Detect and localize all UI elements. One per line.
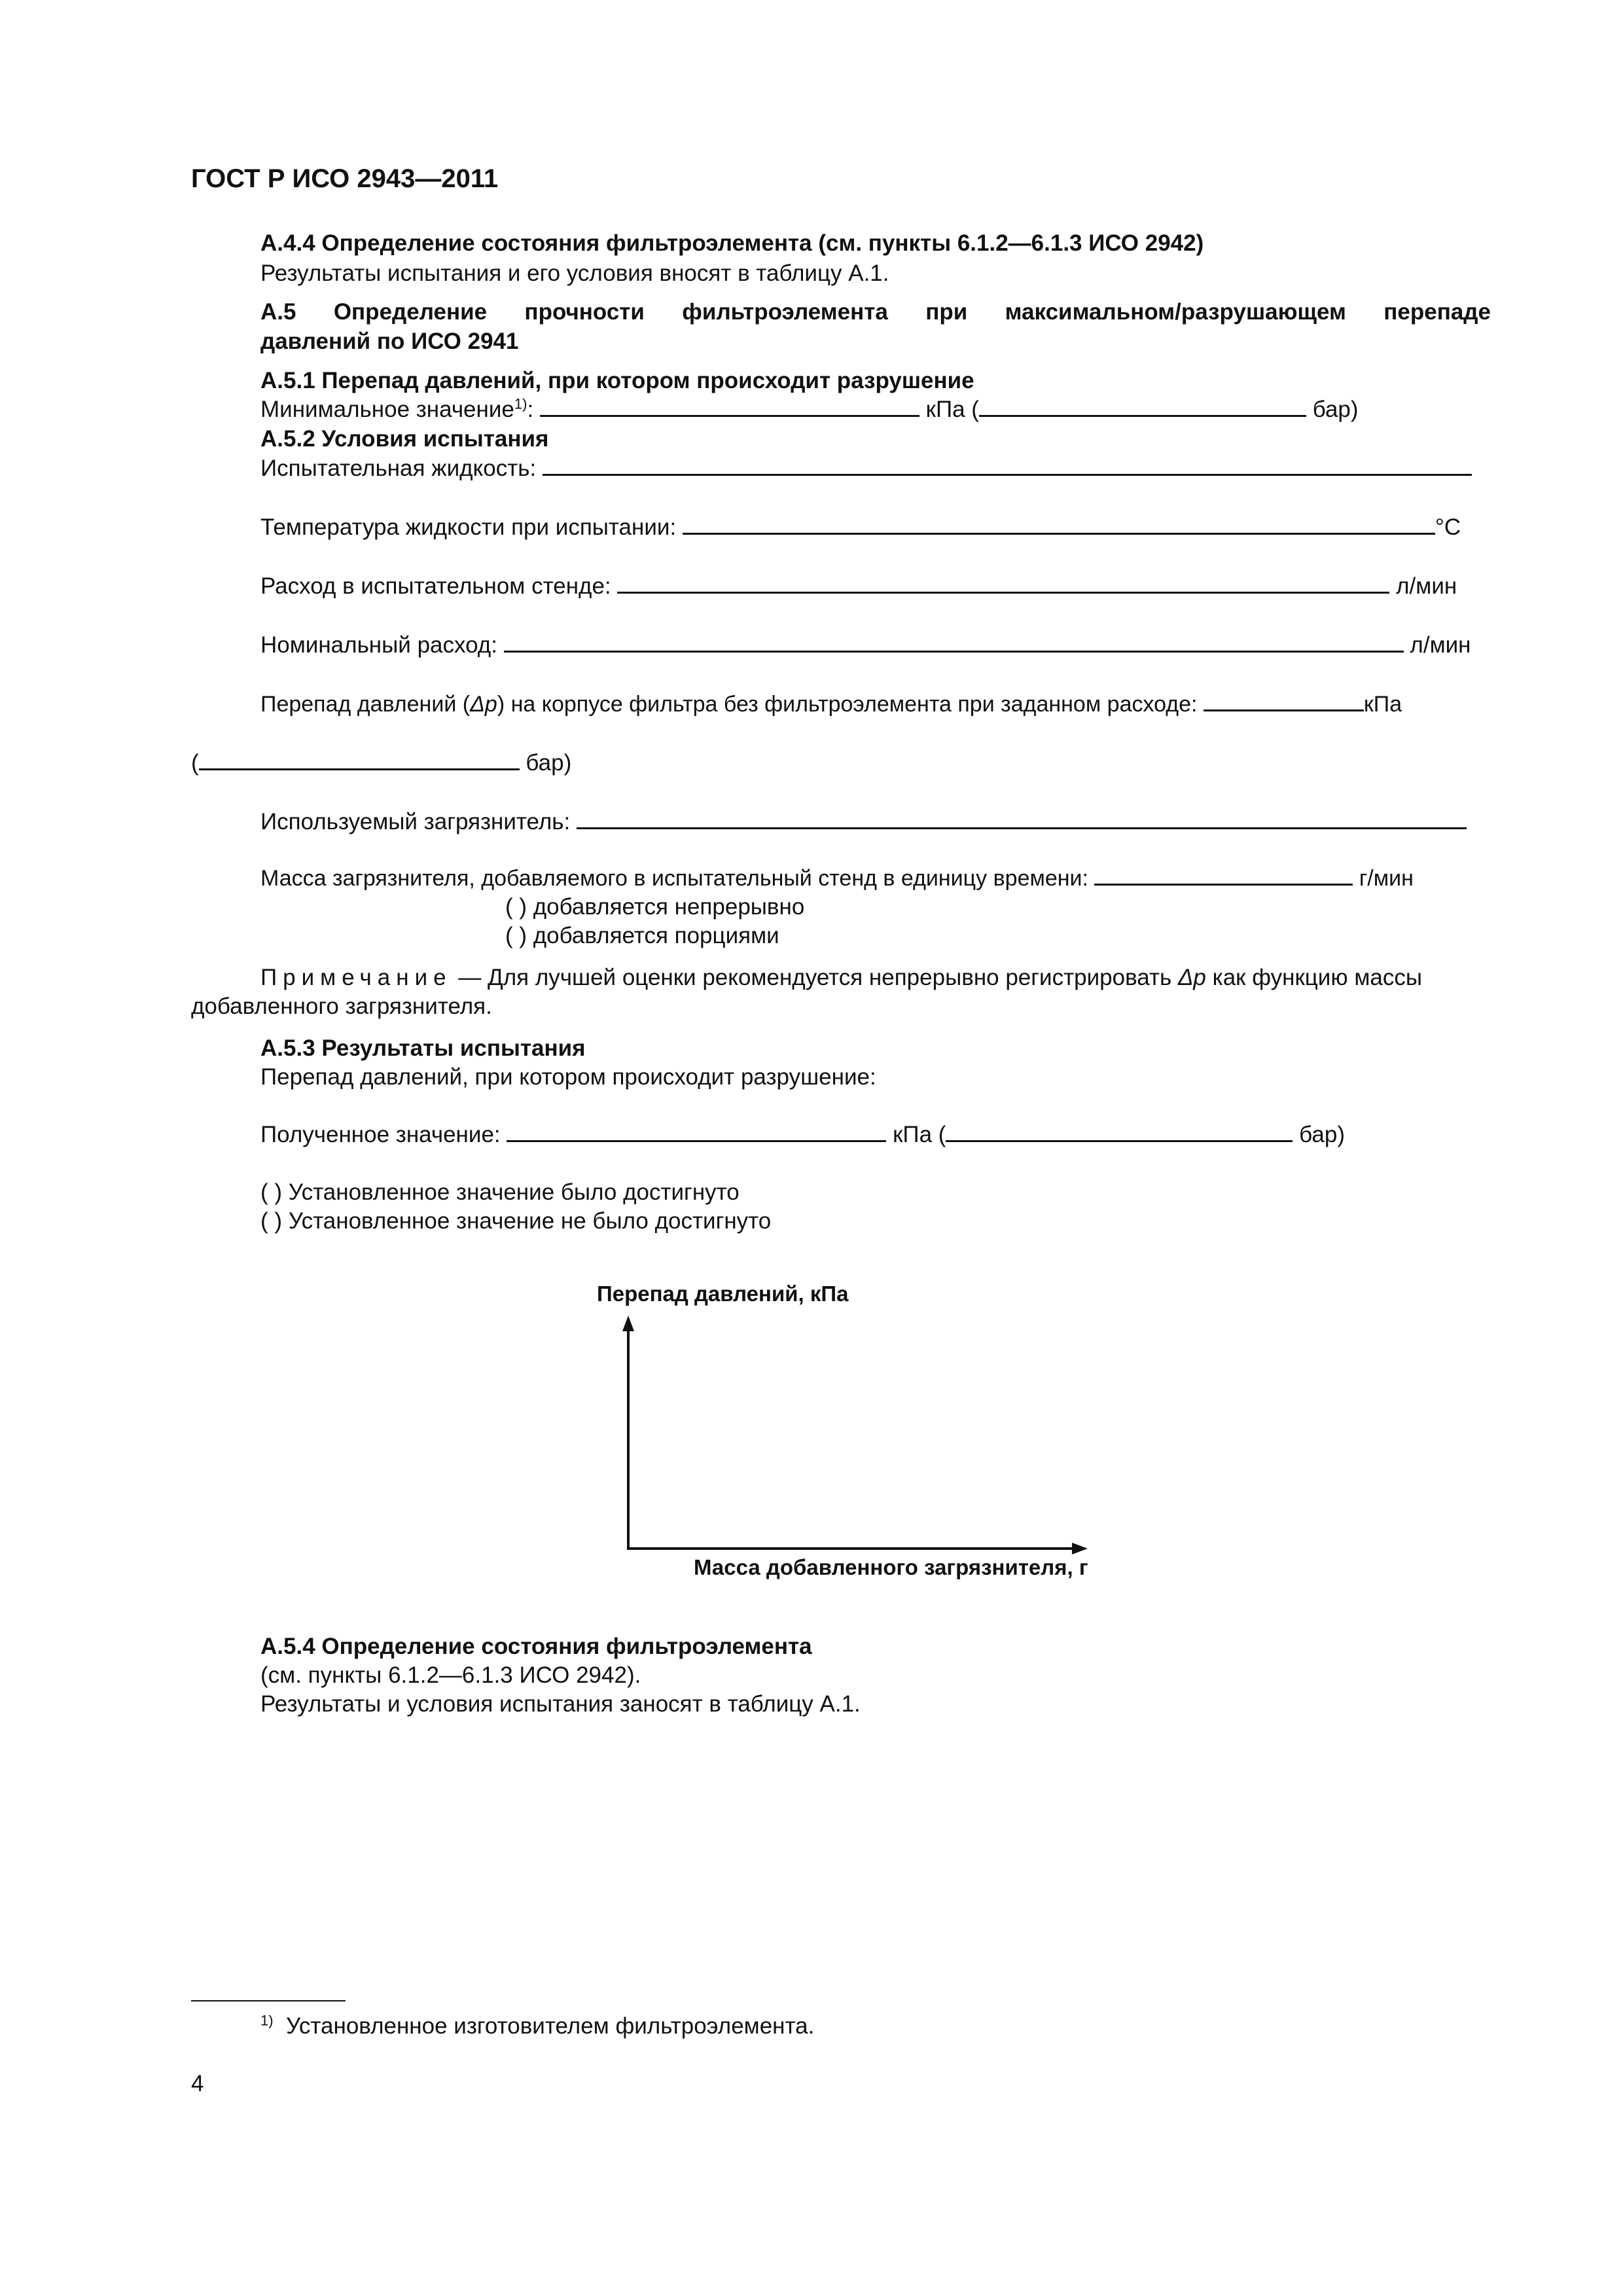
obtained-value-bar-field[interactable] (946, 1121, 1293, 1142)
obtained-value-kpa-unit: кПа ( (893, 1122, 946, 1147)
min-value-label: Минимальное значение (260, 397, 514, 422)
figure-x-axis-label: Масса добавленного загрязнителя, г (694, 1555, 1088, 1579)
min-value-kpa-unit: кПа ( (925, 397, 979, 422)
injection-rate-row (260, 864, 1414, 893)
test-fluid-row (260, 454, 1472, 483)
section-a54-ref: (см. пункты 6.1.2—6.1.3 ИСО 2942). (260, 1662, 641, 1688)
injection-rate-label: Масса загрязнителя, добавляемого в испытательный стенд в единицу времени: (260, 866, 1088, 891)
obtained-value-kpa-field[interactable] (507, 1121, 886, 1142)
injection-rate-unit: г/мин (1359, 866, 1414, 891)
option-continuous[interactable]: ( ) добавляется непрерывно (505, 894, 805, 920)
footnote-marker: 1) (260, 2012, 274, 2029)
fluid-temp-unit: °С (1435, 514, 1461, 540)
contaminant-field[interactable] (577, 808, 1467, 829)
injection-rate-field[interactable] (1094, 864, 1353, 886)
nominal-flow-label: Номинальный расход: (260, 632, 497, 658)
fluid-temp-field[interactable] (683, 513, 1435, 535)
min-value-bar-field[interactable] (979, 395, 1306, 417)
section-a52-heading: А.5.2 Условия испытания (260, 426, 549, 452)
nominal-flow-field[interactable] (504, 631, 1404, 653)
nominal-flow-row (260, 631, 1471, 660)
y-axis-arrow-icon (622, 1316, 634, 1331)
housing-dp-kpa-unit: кПа (1363, 692, 1402, 717)
rig-flow-label: Расход в испытательном стенде: (260, 573, 611, 599)
obtained-value-label: Полученное значение: (260, 1122, 501, 1147)
section-a44-text: Результаты испытания и его условия вносят в таблицу А.1. (260, 260, 889, 286)
document-header: ГОСТ Р ИСО 2943—2011 (191, 164, 499, 193)
note-delta-p-symbol: Δp (1177, 965, 1206, 990)
housing-dp-kpa-field[interactable] (1204, 690, 1364, 711)
test-fluid-field[interactable] (543, 454, 1472, 476)
option-portions[interactable]: ( ) добавляется порциями (505, 923, 779, 948)
section-a5-heading-line2: давлений по ИСО 2941 (260, 329, 519, 354)
footnote (260, 2012, 814, 2041)
footnote-ref: 1) (514, 395, 527, 412)
option-not-reached[interactable]: ( ) Установленное значение не было достигнуто (260, 1208, 772, 1234)
section-a51-heading: А.5.1 Перепад давлений, при котором происходит разрушение (260, 368, 974, 393)
note-label: Примечание (260, 965, 452, 990)
section-a44-heading: А.4.4 Определение состояния фильтроэлемента (см. пункты 6.1.2—6.1.3 ИСО 2942) (260, 230, 1204, 256)
section-a53-intro: Перепад давлений, при котором происходит разрушение: (260, 1064, 876, 1090)
footnote-text: Установленное изготовителем фильтроэлемента. (286, 2013, 815, 2039)
rig-flow-unit: л/мин (1396, 573, 1457, 599)
housing-dp-row: Перепад давлений (Δp) на корпусе фильтра без фильтроэлемента при заданном расходе: кПа (260, 690, 1402, 719)
section-a53-heading: А.5.3 Результаты испытания (260, 1035, 586, 1061)
note-line2: добавленного загрязнителя. (191, 994, 492, 1019)
note-line1: Примечание — Для лучшей оценки рекомендуется непрерывно регистрировать Δp как функцию массы (260, 965, 1423, 990)
min-value-kpa-field[interactable] (540, 395, 919, 417)
test-fluid-label: Испытательная жидкость: (260, 456, 537, 481)
delta-p-symbol: Δp (470, 692, 497, 717)
min-value-bar-unit: бар) (1312, 397, 1359, 422)
fluid-temp-label: Температура жидкости при испытании: (260, 514, 677, 540)
option-reached[interactable]: ( ) Установленное значение было достигнуто (260, 1179, 740, 1205)
contaminant-label: Используемый загрязнитель: (260, 809, 571, 834)
rig-flow-field[interactable] (617, 572, 1389, 594)
housing-dp-bar-field[interactable] (199, 749, 520, 770)
section-a54-text: Результаты и условия испытания заносят в таблицу А.1. (260, 1691, 861, 1717)
footnote-divider (191, 2000, 346, 2001)
contaminant-row (260, 808, 1467, 836)
housing-dp-bar-row: ( бар) (191, 750, 572, 776)
section-a5-heading-line1: А.5 Определение прочности фильтроэлемента при максимальном/разрушающем перепаде (260, 299, 1491, 325)
figure-y-axis-label: Перепад давлений, кПа (597, 1282, 849, 1306)
housing-dp-bar-unit: бар) (526, 750, 572, 776)
nominal-flow-unit: л/мин (1410, 632, 1471, 658)
obtained-value-bar-unit: бар) (1299, 1122, 1346, 1147)
section-a54-heading: А.5.4 Определение состояния фильтроэлемента (260, 1634, 812, 1659)
min-value-row: Минимальное значение$^{1)}$: кПа ( бар) (260, 395, 1359, 422)
rig-flow-row (260, 572, 1457, 601)
page-number: 4 (191, 2071, 204, 2096)
obtained-value-row (260, 1121, 1345, 1149)
figure-axes (602, 1316, 1093, 1564)
fluid-temp-row (260, 513, 1461, 542)
